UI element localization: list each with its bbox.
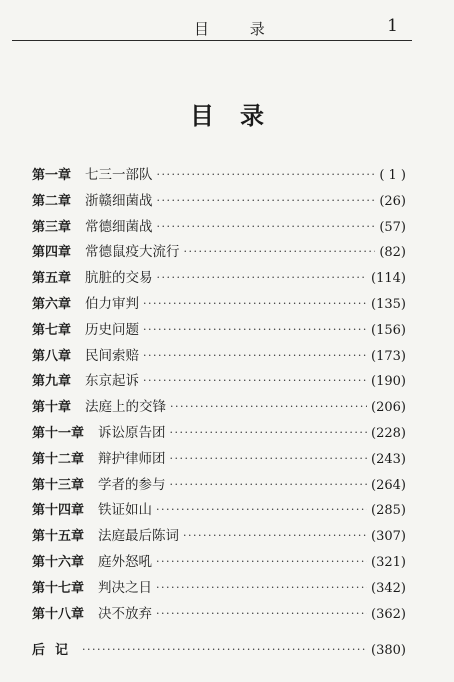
- toc-chapter-number: 第一章: [32, 168, 72, 183]
- toc-chapter-number: 第二章: [32, 193, 72, 209]
- toc-chapter-title: 铁证如山: [98, 502, 153, 519]
- toc-chapter-title: 决不放弃: [98, 605, 153, 622]
- toc-chapter-number: 第四章: [32, 245, 72, 261]
- toc-chapter-number: 第三章: [32, 219, 72, 235]
- table-of-contents: [32, 163, 406, 665]
- toc-entry[interactable]: [32, 215, 406, 241]
- toc-chapter-number: 第十六章: [32, 554, 85, 570]
- toc-chapter-number: 第十二章: [32, 451, 85, 467]
- toc-page-number: (156): [371, 322, 406, 338]
- toc-dot-leader: [157, 168, 376, 181]
- toc-chapter-number: 第八章: [32, 348, 72, 364]
- toc-page-number: (321): [371, 554, 406, 570]
- toc-page-number: (342): [371, 580, 406, 596]
- toc-page-number: (190): [371, 374, 406, 390]
- toc-dot-leader: [157, 271, 368, 284]
- toc-chapter-number: 第十七章: [32, 580, 85, 596]
- toc-dot-leader: [156, 555, 367, 568]
- toc-chapter-number: 第十八章: [32, 606, 85, 622]
- toc-chapter-title: 诉讼原告团: [98, 424, 166, 441]
- running-header-title: 目 录: [194, 20, 283, 38]
- toc-section-gap: [32, 627, 406, 639]
- toc-chapter-title: 常德鼠疫大流行: [85, 244, 180, 261]
- toc-page-number: (285): [371, 503, 406, 519]
- toc-entry[interactable]: [32, 550, 406, 576]
- toc-dot-leader: [170, 452, 368, 465]
- toc-chapter-number: 第十章: [32, 400, 72, 416]
- toc-chapter-number: 第五章: [32, 271, 72, 287]
- toc-entry[interactable]: [32, 524, 406, 550]
- toc-chapter-title: 辩护律师团: [98, 450, 166, 467]
- toc-entry[interactable]: [32, 344, 406, 370]
- toc-page-number: (206): [371, 400, 406, 416]
- toc-dot-leader: [143, 374, 367, 387]
- toc-chapter-title: 常德细菌战: [85, 218, 153, 235]
- toc-page-number: (114): [371, 271, 406, 287]
- toc-chapter-number: 第十一章: [32, 425, 85, 441]
- toc-chapter-number: 第十五章: [32, 529, 85, 545]
- toc-dot-leader: [184, 245, 376, 258]
- toc-entry[interactable]: [32, 602, 406, 628]
- toc-chapter-title: 庭外怒吼: [98, 553, 153, 570]
- toc-chapter-title: 法庭上的交锋: [85, 399, 167, 416]
- toc-chapter-number: 第九章: [32, 374, 72, 390]
- toc-entry-epilogue[interactable]: [32, 639, 406, 665]
- toc-dot-leader: [143, 349, 367, 362]
- toc-chapter-number: 第六章: [32, 296, 72, 312]
- toc-dot-leader: [183, 529, 367, 542]
- toc-page-number: (243): [371, 451, 406, 467]
- toc-page-number: (362): [371, 606, 406, 622]
- toc-page-number: ( 1 ): [379, 168, 406, 183]
- toc-dot-leader: [157, 220, 376, 233]
- toc-dot-leader: [170, 400, 367, 413]
- toc-entry[interactable]: [32, 369, 406, 395]
- toc-chapter-title: 历史问题: [85, 321, 140, 338]
- toc-chapter-title: 浙赣细菌战: [85, 192, 153, 209]
- toc-chapter-title: 七三一部队: [85, 167, 153, 183]
- toc-chapter-title: 肮脏的交易: [85, 270, 153, 287]
- toc-entry[interactable]: [32, 576, 406, 602]
- toc-dot-leader: [156, 607, 367, 620]
- running-header: [12, 14, 412, 41]
- page-number: 1: [387, 16, 398, 36]
- toc-entry[interactable]: [32, 498, 406, 524]
- toc-chapter-title: 判决之日: [98, 579, 153, 596]
- toc-entry[interactable]: [32, 318, 406, 344]
- toc-chapter-title: 东京起诉: [85, 373, 140, 390]
- toc-page-number: (57): [379, 219, 406, 235]
- toc-dot-leader: [170, 426, 368, 439]
- toc-chapter-title: 法庭最后陈词: [98, 528, 180, 545]
- toc-dot-leader: [143, 323, 367, 336]
- toc-dot-leader: [156, 503, 367, 516]
- toc-page-number: (26): [379, 193, 406, 209]
- toc-chapter-number: 第十三章: [32, 477, 85, 493]
- toc-entry[interactable]: [32, 473, 406, 499]
- toc-entry[interactable]: [32, 189, 406, 215]
- toc-page-number: (173): [371, 348, 406, 364]
- toc-dot-leader: [156, 581, 367, 594]
- toc-entry[interactable]: [32, 395, 406, 421]
- toc-epilogue-label: 后记: [32, 643, 79, 659]
- toc-page-number: (228): [371, 425, 406, 441]
- toc-entry[interactable]: [32, 292, 406, 318]
- toc-dot-leader: [170, 478, 368, 491]
- toc-chapter-number: 第七章: [32, 322, 72, 338]
- toc-dot-leader: [82, 643, 367, 656]
- toc-page-number: (307): [371, 529, 406, 545]
- toc-dot-leader: [143, 297, 367, 310]
- toc-page-number: (82): [379, 245, 406, 261]
- toc-page-number: (380): [371, 643, 406, 659]
- toc-entry[interactable]: [32, 240, 406, 266]
- toc-page-number: (135): [371, 296, 406, 312]
- toc-chapter-title: 伯力审判: [85, 295, 140, 312]
- toc-entry[interactable]: [32, 163, 406, 189]
- toc-dot-leader: [157, 194, 376, 207]
- toc-heading: 目录: [190, 102, 290, 130]
- toc-page-number: (264): [371, 477, 406, 493]
- toc-chapter-title: 民间索赔: [85, 347, 140, 364]
- toc-entry[interactable]: [32, 447, 406, 473]
- toc-entry[interactable]: [32, 266, 406, 292]
- toc-chapter-title: 学者的参与: [98, 476, 166, 493]
- toc-chapter-number: 第十四章: [32, 503, 85, 519]
- toc-entry[interactable]: [32, 421, 406, 447]
